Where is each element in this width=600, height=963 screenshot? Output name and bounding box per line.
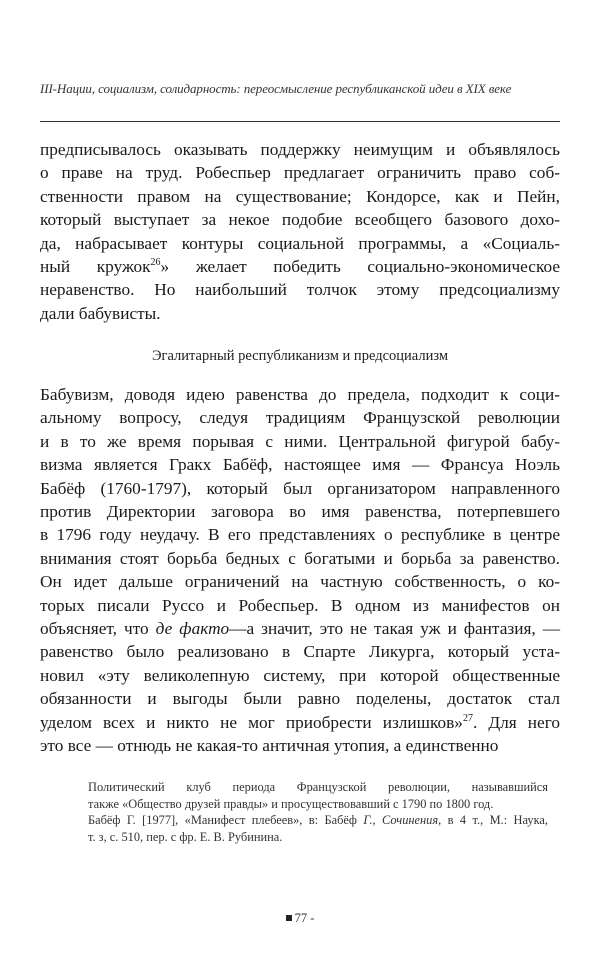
- text-line: [40, 617, 560, 640]
- paragraph-1: [40, 138, 560, 325]
- text-line: равенство было реализовано в Спарте Ликурга, который уста-: [40, 642, 560, 662]
- text-fragment: в 4 т., М.: Наука,: [441, 813, 549, 827]
- footnotes: [88, 779, 548, 845]
- footnote-26-line: Политический клуб периода Французской революции, называвшийся: [88, 780, 548, 794]
- text-line: и в то же время порывая с ними. Центральной фигурой бабу-: [40, 431, 560, 451]
- running-head: III-Нации, социализм, солидарность: переосмысление республиканской идеи в XIX веке: [40, 81, 512, 96]
- text-line: Он идет дальше ограничений на частную собственность, о ко-: [40, 572, 560, 592]
- text-line: дали бабувисты.: [40, 303, 161, 323]
- text-fragment: » желает победить социально-экономическое: [160, 257, 560, 277]
- footnote-ref-27[interactable]: 27: [462, 712, 473, 724]
- text-line: неравенство. Но наибольший толчок этому предсоциализму: [40, 280, 560, 300]
- text-line: обязанности и выгоды были равно поделены, достаток стал: [40, 689, 560, 709]
- text-line: да, набрасывает контуры социальной программы, а «Социаль-: [40, 233, 560, 253]
- footnote-27-line: т. з, с. 510, пер. с фр. Е. В. Рубинина.: [88, 829, 283, 844]
- text-line: ственности правом на существование; Кондорсе, как и Пейн,: [40, 186, 560, 206]
- italic-term: Г., Сочинения,: [363, 813, 442, 827]
- paragraph-2: [40, 383, 560, 758]
- text-fragment: уделом всех и никто не мог приобрести излишков»: [40, 712, 463, 732]
- text-line: визма является Гракх Бабёф, настоящее имя — Франсуа Ноэль: [40, 455, 560, 475]
- square-bullet-icon: [286, 915, 292, 921]
- text-fragment: Бабёф Г. [1977], «Манифест плебеев», в: Бабёф: [88, 813, 364, 827]
- text-line: предписывалось оказывать поддержку неимущим и объявлялось: [40, 140, 560, 159]
- text-line: против Директории заговора во имя равенства, потерпевшего: [40, 502, 560, 522]
- footnote-ref-26[interactable]: 26: [150, 257, 161, 269]
- text-line: альному вопросу, следуя традициям Французской революции: [40, 408, 560, 428]
- text-line: Бабёф (1760-1797), который был организатором направленного: [40, 478, 560, 498]
- text-line: о праве на труд. Робеспьер предлагает ограничить право соб-: [40, 163, 560, 183]
- text-line: в 1796 году неудачу. В его представлениях о республике в центре: [40, 525, 560, 545]
- header-rule: [40, 121, 560, 122]
- text-fragment: . Для него: [472, 712, 560, 732]
- text-line: [40, 711, 560, 734]
- page-number-text: 77 -: [294, 911, 315, 925]
- text-line: который выступает за некое подобие всеобщего базового дохо-: [40, 210, 560, 230]
- text-line: это все — отнюдь не какая-то античная утопия, а единственно: [40, 736, 499, 756]
- footnote-27-line: [88, 812, 548, 829]
- text-line: внимания стоят борьба бедных с богатыми и борьба за равенство.: [40, 548, 560, 568]
- text-line: Бабувизм, доводя идею равенства до предела, подходит к соци-: [40, 385, 560, 404]
- page-number: [270, 911, 330, 926]
- text-line: [40, 255, 560, 278]
- footnote-26-line: также «Общество друзей правды» и просуществовавший с 1790 по 1800 год.: [88, 796, 494, 811]
- text-line: торых писали Руссо и Робеспьер. В одном из манифестов он: [40, 595, 560, 615]
- text-line: новил «эту великолепную систему, при которой общественные: [40, 665, 560, 685]
- italic-term: де факто: [155, 619, 230, 639]
- text-fragment: объясняет, что: [40, 619, 156, 639]
- text-fragment: —а значит, это не такая уж и фантазия, —: [229, 619, 560, 639]
- section-title: Эгалитарный республиканизм и предсоциализм: [151, 348, 449, 364]
- text-fragment: ный кружок: [40, 257, 151, 277]
